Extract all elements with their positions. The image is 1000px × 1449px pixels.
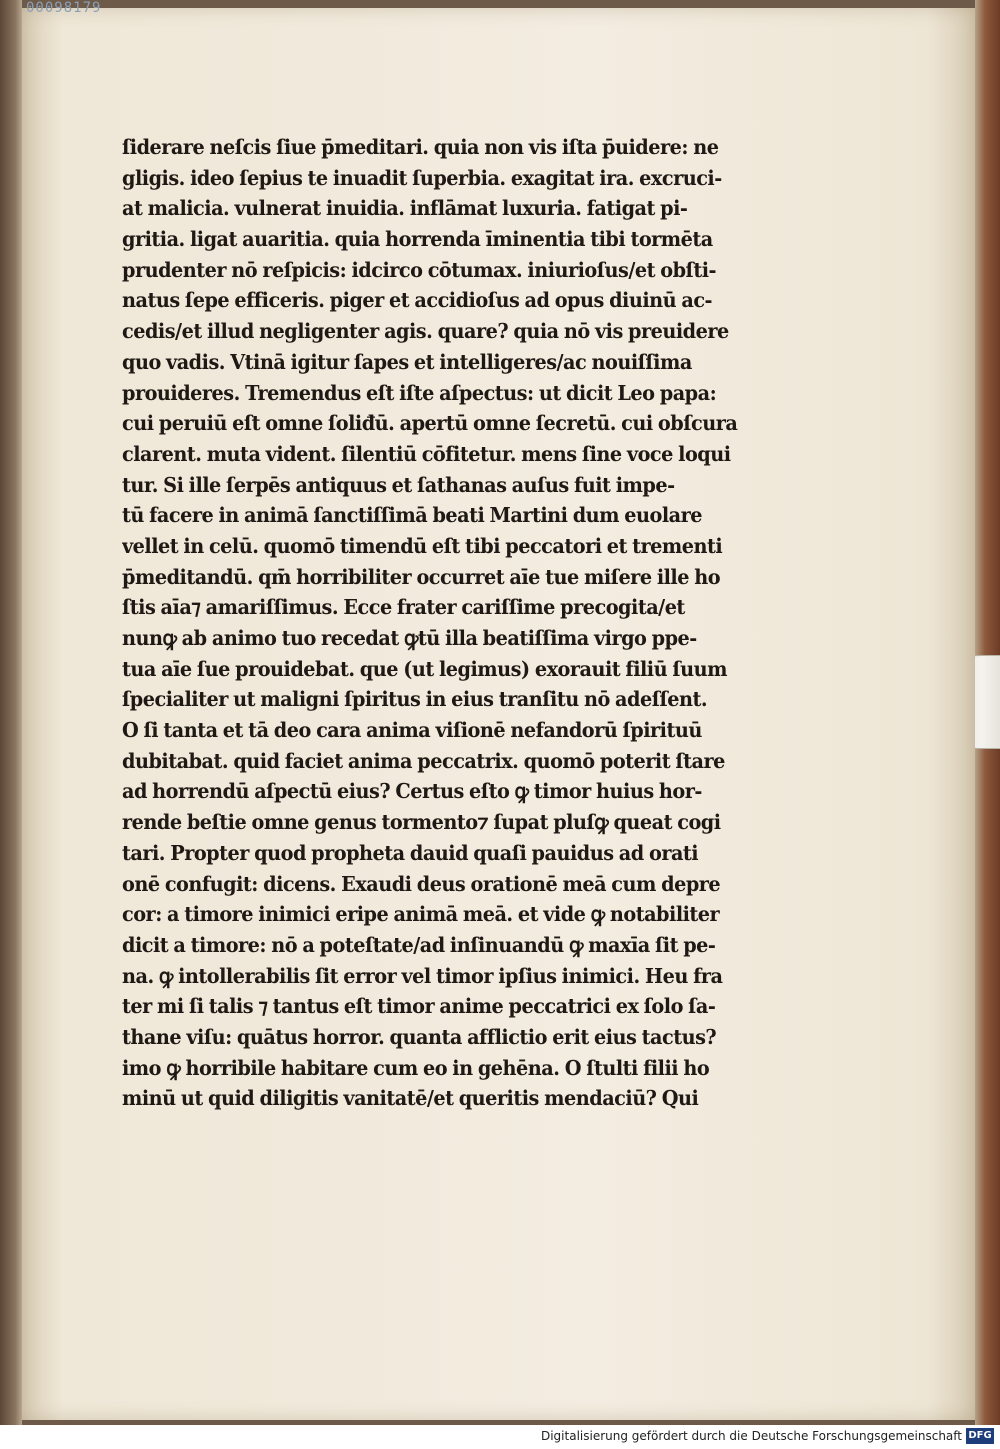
- text-line: ſtis aīa⁊ amariſſimus. Ecce frater cariſſime precogita/et: [122, 595, 685, 620]
- text-line: cor: a timore inimici eripe animā meā. et vide ꝙ notabiliter: [122, 902, 720, 927]
- text-line: ſiderare neſcis ſiue p̄meditari. quia non vis iſta p̄uidere: ne: [122, 135, 719, 159]
- dfg-logo: DFG: [966, 1428, 994, 1444]
- text-line: nunꝙ ab animo tuo recedat ꝙtū illa beatiſſima virgo ppe-: [122, 626, 697, 650]
- text-line: at malicia. vulnerat inuidia. inflāmat luxuria. fatigat pi-: [122, 196, 688, 221]
- text-line: natus ſepe efficeris. piger et accidioſus ad opus diuinū ac-: [122, 288, 713, 313]
- text-line: tur. Si ille ſerpēs antiquus et ſathanas auſus fuit impe-: [122, 472, 675, 497]
- text-line: gligis. ideo ſepius te inuadit ſuperbia. exagitat ira. excruci-: [122, 165, 722, 190]
- left-book-board: [0, 0, 22, 1425]
- text-line: dubitabat. quid faciet anima peccatrix. quomō poterit ſtare: [122, 748, 725, 773]
- text-line: tū facere in animā ſanctiſſimā beati Martini dum euolare: [122, 503, 703, 528]
- text-line: O ſi tanta et tā deo cara anima viſionē nefandorū ſpirituū: [122, 718, 702, 743]
- text-line: rende beſtie omne genus tormento⁊ ſupat pluſꝙ queat cogi: [122, 810, 721, 835]
- text-line: p̄meditandū. qm̄ horribiliter occurret aīe tue miſere ille ho: [122, 564, 721, 589]
- text-line: vellet in celū. quomō timendū eſt tibi peccatori et trementi: [122, 533, 723, 558]
- manuscript-page: [22, 0, 975, 1420]
- text-line: dicit a timore: nō a poteſtate/ad inſinuandū ꝙ maxīa ſit pe-: [122, 932, 716, 957]
- shelfmark-label: 00098179: [26, 0, 102, 16]
- text-line: gritia. ligat auaritia. quia horrenda īminentia tibi tormēta: [122, 227, 713, 252]
- text-line: minū ut quid diligitis vanitatē/et queritis mendaciū? Qui: [122, 1086, 699, 1111]
- text-line: na. ꝙ intollerabilis ſit error vel timor ipſius inimici. Heu fra: [122, 963, 723, 988]
- text-line: cui peruiū eſt omne ſoliđū. apertū omne ſecretū. cui obſcura: [122, 411, 738, 436]
- text-line: tari. Propter quod propheta dauid quaſi pauidus ad orati: [122, 840, 699, 865]
- text-line: cedis/et illud negligenter agis. quare? quia nō vis preuidere: [122, 319, 729, 344]
- text-line: tua aīe ſue prouidebat. que (ut legimus) exorauit filiū ſuum: [122, 656, 727, 681]
- text-line: onē confugit: dicens. Exaudi deus orationē meā cum depre: [122, 871, 721, 896]
- footer-bar: [0, 1425, 1000, 1449]
- text-block: [122, 132, 802, 1114]
- text-line: prudenter nō reſpicis: idcirco cōtumax. iniurioſus/et obſti-: [122, 257, 716, 282]
- text-line: thane viſu: quātus horror. quanta afflictio erit eius tactus?: [122, 1024, 717, 1049]
- text-line: clarent. muta vident. ſilentiū cōfitetur. mens ſine voce loqui: [122, 441, 731, 466]
- text-line: quo vadis. Vtinā igitur ſapes et intelligeres/ac nouiſſima: [122, 349, 692, 374]
- text-line: prouideres. Tremendus eſt iſte aſpectus: ut dicit Leo papa:: [122, 380, 717, 405]
- text-line: ſpecialiter ut maligni ſpiritus in eius tranſitu nō adeſſent.: [122, 687, 708, 712]
- text-line: imo ꝙ horribile habitare cum eo in gehēna. O ſtulti filii ho: [122, 1055, 710, 1080]
- text-line: ad horrendū aſpectū eius? Certus eſto ꝙ timor huius hor-: [122, 779, 702, 804]
- text-line: ter mi ſi talis ⁊ tantus eſt timor anime peccatrici ex ſolo ſa-: [122, 994, 716, 1019]
- funding-credit: Digitalisierung gefördert durch die Deutsche Forschungsgemeinschaft: [540, 1429, 962, 1443]
